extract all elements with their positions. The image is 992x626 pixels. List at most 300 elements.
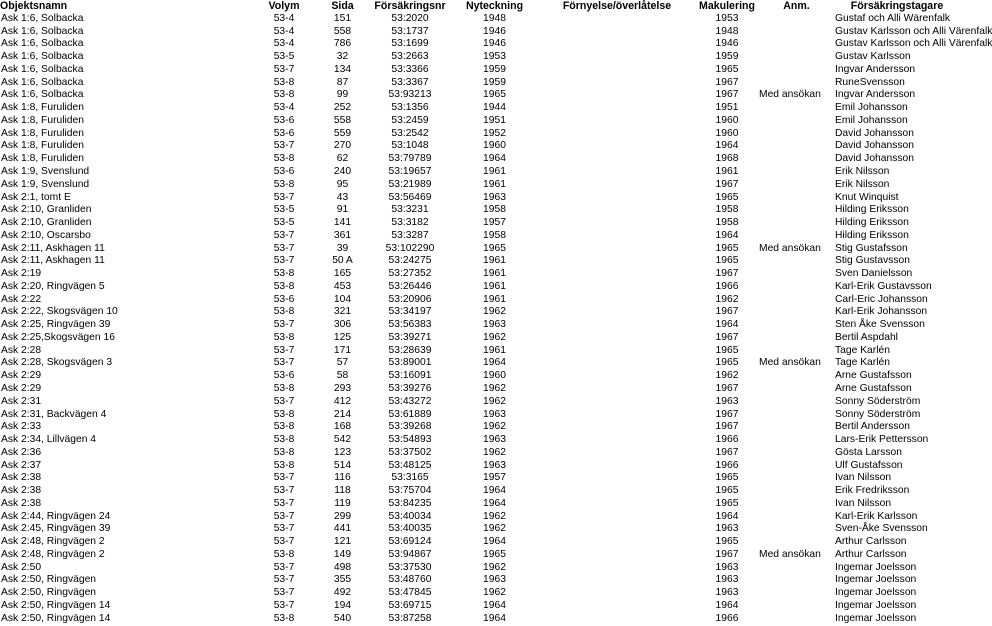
cell-nyteckning: 1962 [483,587,506,599]
cell-objektsnamn: Ask 2:38 [1,485,42,497]
cell-sida: 58 [336,370,349,382]
table-row [0,587,960,600]
cell-anm [759,13,834,26]
cell-forsakringstagare: Sven Danielsson [835,268,913,280]
cell-nyteckning: 1962 [483,331,506,343]
table-row [0,600,960,613]
cell-sida: 121 [333,536,352,548]
cell-anm [759,485,834,498]
cell-forsakringsnr: 53:2020 [391,12,429,24]
cell-forsakringsnr: 53:47845 [388,587,432,599]
table-row [0,319,960,332]
cell-makulering: 1965 [715,344,739,356]
cell-forsakringstagare: Arne Gustafsson [835,383,912,394]
cell-makulering: 1953 [715,12,739,24]
cell-objektsnamn: Ask 2:10, Granliden [1,217,92,229]
cell-makulering: 1951 [715,102,739,114]
cell-sida: 95 [336,178,349,190]
cell-makulering: 1967 [715,306,739,318]
cell-volym: 53-7 [273,600,295,612]
cell-anm [759,562,834,575]
cell-forsakringstagare: Tage Karlén [835,357,890,369]
cell-sida: 558 [333,25,352,37]
cell-anm [759,115,834,128]
cell-sida: 492 [333,587,352,599]
cell-forsakringstagare: Erik Fredriksson [835,485,910,497]
cell-nyteckning: 1959 [483,76,506,88]
cell-sida: 104 [333,293,352,305]
cell-objektsnamn: Ask 2:11, Askhagen 11 [1,242,105,254]
cell-forsakringsnr: 53:27352 [388,268,432,280]
cell-objektsnamn: Ask 2:38 [1,472,42,484]
cell-sida: 240 [333,165,352,177]
cell-forsakringsnr: 53:24275 [388,255,432,267]
cell-forsakringstagare: Sten Åke Svensson [835,319,925,331]
cell-forsakringstagare: David Johansson [835,153,914,165]
cell-fornyelse [539,217,695,230]
cell-forsakringstagare: Gustav Karlsson och Alli Värenfalk [835,25,992,37]
cell-anm [759,472,834,485]
cell-nyteckning: 1961 [483,293,506,305]
cell-nyteckning: 1962 [483,395,506,407]
cell-nyteckning: 1963 [483,191,506,203]
cell-makulering: 1965 [715,191,739,203]
table-row [0,306,960,319]
cell-anm [759,383,834,396]
cell-sida: 134 [333,63,352,75]
cell-volym: 53-7 [273,587,295,599]
cell-fornyelse [539,587,695,600]
cell-objektsnamn: Ask 1:8, Furuliden [1,140,84,152]
cell-objektsnamn: Ask 2:19 [1,268,42,280]
cell-forsakringsnr: 53:3165 [391,472,429,484]
cell-forsakringstagare: Karl-Erik Gustavsson [835,280,932,292]
table-row [0,243,960,256]
cell-nyteckning: 1944 [483,102,506,114]
cell-makulering: 1964 [715,319,739,331]
cell-objektsnamn: Ask 2:50, Ringvägen 14 [1,612,111,624]
cell-makulering: 1967 [715,89,739,101]
table-row [0,447,960,460]
cell-forsakringstagare: Gustav Karlsson [835,51,911,63]
cell-objektsnamn: Ask 1:8, Furuliden [1,114,84,126]
cell-sida: 361 [333,229,352,241]
cell-volym: 53-6 [273,114,295,126]
cell-anm [759,192,834,205]
cell-anm [759,179,834,192]
cell-fornyelse [539,51,695,64]
cell-fornyelse [539,26,695,39]
cell-objektsnamn: Ask 1:6, Solbacka [1,89,84,101]
column-header-volym: Volym [268,0,300,13]
cell-makulering: 1958 [715,217,739,229]
cell-objektsnamn: Ask 1:6, Solbacka [1,25,84,37]
cell-sida: 87 [336,76,349,88]
cell-volym: 53-4 [273,38,295,50]
cell-makulering: 1967 [715,408,739,420]
cell-nyteckning: 1963 [483,574,506,586]
cell-makulering: 1963 [715,574,739,586]
cell-makulering: 1965 [715,485,739,497]
cell-makulering: 1958 [715,204,739,216]
cell-forsakringsnr: 53:1737 [391,25,429,37]
cell-volym: 53-8 [273,268,295,280]
cell-makulering: 1967 [715,446,739,458]
cell-nyteckning: 1946 [483,25,506,37]
table-row [0,549,960,562]
cell-anm [759,102,834,115]
cell-forsakringstagare: Arthur Carlsson [835,548,907,560]
cell-forsakringsnr: 53:3231 [391,204,429,216]
cell-nyteckning: 1962 [483,421,506,433]
cell-forsakringsnr: 53:16091 [388,370,432,382]
cell-forsakringstagare: Knut Winquist [835,191,899,203]
cell-forsakringsnr: 53:34197 [388,306,432,318]
table-row [0,370,960,383]
cell-fornyelse [539,179,695,192]
cell-anm [759,523,834,536]
cell-fornyelse [539,13,695,26]
cell-forsakringstagare: Hilding Eriksson [835,204,909,216]
cell-volym: 53-8 [273,178,295,190]
cell-volym: 53-7 [273,536,295,548]
table-row [0,153,960,166]
cell-forsakringstagare: Gustav Karlsson och Alli Värenfalk [835,38,992,50]
cell-volym: 53-7 [273,510,295,522]
cell-forsakringsnr: 53:84235 [388,497,432,509]
cell-anm [759,434,834,447]
cell-volym: 53-5 [273,204,295,216]
cell-fornyelse [539,345,695,358]
cell-makulering: 1965 [715,63,739,75]
cell-anm [759,268,834,281]
table-row [0,332,960,345]
cell-sida: 141 [333,217,352,229]
cell-fornyelse [539,460,695,473]
cell-sida: 119 [334,497,351,509]
cell-sida: 125 [333,331,352,343]
cell-forsakringsnr: 53:61889 [388,408,432,420]
cell-anm [759,306,834,319]
cell-anm [759,574,834,587]
cell-sida: 214 [333,408,352,420]
cell-makulering: 1967 [715,268,739,280]
cell-sida: 57 [336,357,349,369]
cell-anm [759,255,834,268]
cell-forsakringstagare: Lars-Erik Pettersson [835,434,929,446]
table-row [0,268,960,281]
cell-nyteckning: 1964 [483,497,506,509]
table-row [0,536,960,549]
cell-forsakringsnr: 53:21989 [388,178,432,190]
cell-fornyelse [539,166,695,179]
cell-volym: 53-7 [273,140,295,152]
cell-nyteckning: 1963 [483,434,506,446]
cell-volym: 53-8 [273,76,295,88]
cell-anm [759,294,834,307]
cell-anm [759,345,834,358]
cell-fornyelse [539,38,695,51]
cell-forsakringstagare: Karl-Erik Karlsson [835,510,918,522]
cell-anm [759,409,834,422]
cell-fornyelse [539,574,695,587]
cell-forsakringsnr: 53:39271 [388,331,432,343]
table-row [0,294,960,307]
cell-volym: 53-7 [273,561,295,573]
cell-fornyelse [539,306,695,319]
cell-anm [759,281,834,294]
cell-volym: 53-8 [273,446,295,458]
cell-makulering: 1946 [715,38,739,50]
cell-makulering: 1967 [715,331,739,343]
table-row [0,498,960,511]
cell-anm [759,26,834,39]
cell-sida: 321 [333,306,352,318]
cell-makulering: 1964 [715,510,739,522]
cell-objektsnamn: Ask 2:28 [1,344,42,356]
cell-sida: 252 [333,102,352,114]
cell-makulering: 1963 [715,523,739,535]
table-row [0,217,960,230]
cell-objektsnamn: Ask 1:6, Solbacka [1,76,84,88]
cell-sida: 50 A [332,255,353,267]
cell-forsakringsnr: 53:40034 [388,510,432,522]
cell-makulering: 1961 [715,165,739,177]
cell-anm: Med ansökan [759,242,821,254]
cell-volym: 53-6 [273,370,295,382]
column-header-anm: Anm. [783,0,810,13]
cell-volym: 53-8 [273,408,295,420]
cell-objektsnamn: Ask 1:8, Furuliden [1,127,84,139]
column-header-objektsnamn: Objektsnamn [0,0,68,13]
cell-forsakringsnr: 53:3366 [391,63,429,75]
cell-volym: 53-7 [273,63,295,75]
cell-sida: 91 [336,204,349,216]
cell-forsakringstagare: David Johansson [835,140,914,152]
cell-makulering: 1967 [715,421,739,433]
cell-sida: 453 [333,280,352,292]
cell-fornyelse [539,192,695,205]
cell-fornyelse [539,549,695,562]
cell-forsakringstagare: Ingemar Joelsson [835,587,917,599]
cell-volym: 53-7 [273,344,295,356]
cell-nyteckning: 1961 [483,280,506,292]
cell-objektsnamn: Ask 1:9, Svenslund [1,165,90,177]
cell-forsakringsnr: 53:40035 [388,523,432,535]
cell-forsakringsnr: 53:2663 [391,51,429,63]
cell-forsakringstagare: Ingemar Joelsson [835,574,917,586]
cell-nyteckning: 1962 [483,383,506,394]
cell-sida: 116 [334,472,351,484]
cell-forsakringstagare: Gustaf och Alli Wärenfalk [835,12,951,24]
cell-sida: 514 [333,459,352,471]
column-header-sida: Sida [331,0,354,13]
cell-nyteckning: 1951 [483,114,506,126]
cell-nyteckning: 1962 [483,446,506,458]
cell-objektsnamn: Ask 2:45, Ringvägen 39 [1,523,111,535]
cell-sida: 43 [336,191,349,203]
table-row [0,421,960,434]
cell-fornyelse [539,447,695,460]
cell-forsakringsnr: 53:48125 [388,459,432,471]
cell-objektsnamn: Ask 1:9, Svenslund [1,178,90,190]
header-row [0,0,960,13]
cell-sida: 299 [333,510,352,522]
cell-nyteckning: 1952 [483,127,506,139]
cell-volym: 53-8 [273,434,295,446]
cell-sida: 306 [333,319,352,331]
cell-fornyelse [539,511,695,524]
table-row [0,179,960,192]
table-row [0,613,960,626]
cell-volym: 53-8 [273,612,295,624]
cell-fornyelse [539,523,695,536]
cell-fornyelse [539,77,695,90]
cell-sida: 149 [333,548,352,560]
cell-anm: Med ansökan [759,548,821,560]
table-row [0,115,960,128]
cell-makulering: 1964 [715,140,739,152]
cell-forsakringstagare: Hilding Eriksson [835,229,909,241]
cell-objektsnamn: Ask 1:6, Solbacka [1,63,84,75]
cell-nyteckning: 1961 [483,165,506,177]
cell-sida: 168 [333,421,352,433]
cell-objektsnamn: Ask 2:20, Ringvägen 5 [1,280,105,292]
cell-fornyelse [539,153,695,166]
cell-nyteckning: 1962 [483,510,506,522]
cell-fornyelse [539,140,695,153]
cell-forsakringstagare: Emil Johansson [835,102,908,114]
cell-volym: 53-7 [273,229,295,241]
cell-anm [759,447,834,460]
cell-nyteckning: 1961 [483,344,506,356]
cell-nyteckning: 1965 [483,89,506,101]
cell-nyteckning: 1953 [483,51,506,63]
cell-makulering: 1965 [715,242,739,254]
cell-forsakringsnr: 53:48760 [388,574,432,586]
cell-forsakringsnr: 53:56383 [388,319,432,331]
cell-volym: 53-6 [273,293,295,305]
cell-objektsnamn: Ask 2:44, Ringvägen 24 [1,510,111,522]
cell-sida: 171 [333,344,352,356]
cell-anm [759,77,834,90]
cell-anm [759,64,834,77]
cell-makulering: 1966 [715,459,739,471]
cell-volym: 53-7 [273,485,295,497]
cell-forsakringsnr: 53:93213 [388,89,432,101]
cell-forsakringsnr: 53:39276 [388,383,432,394]
cell-forsakringstagare: Ivan Nilsson [835,472,892,484]
cell-nyteckning: 1963 [483,459,506,471]
cell-fornyelse [539,332,695,345]
cell-fornyelse [539,536,695,549]
cell-volym: 53-8 [273,89,295,101]
table-row [0,383,960,396]
cell-objektsnamn: Ask 2:29 [1,370,42,382]
cell-forsakringsnr: 53:37530 [388,561,432,573]
cell-fornyelse [539,383,695,396]
table-row [0,38,960,51]
cell-forsakringstagare: Stig Gustafsson [835,242,908,254]
cell-forsakringstagare: Stig Gustavsson [835,255,910,267]
cell-nyteckning: 1960 [483,370,506,382]
cell-makulering: 1964 [715,600,739,612]
cell-objektsnamn: Ask 2:50 [1,561,42,573]
table-row [0,511,960,524]
cell-objektsnamn: Ask 2:48, Ringvägen 2 [1,536,105,548]
cell-sida: 118 [334,485,351,497]
cell-nyteckning: 1957 [483,217,506,229]
cell-nyteckning: 1961 [483,268,506,280]
table-row [0,281,960,294]
cell-volym: 53-7 [273,191,295,203]
cell-forsakringsnr: 53:26446 [388,280,432,292]
cell-forsakringstagare: Erik Nilsson [835,178,890,190]
cell-makulering: 1963 [715,587,739,599]
cell-volym: 53-8 [273,153,295,165]
cell-sida: 498 [333,561,352,573]
cell-fornyelse [539,102,695,115]
cell-nyteckning: 1946 [483,38,506,50]
cell-objektsnamn: Ask 2:50, Ringvägen [1,574,97,586]
cell-fornyelse [539,434,695,447]
cell-forsakringsnr: 53:75704 [388,485,432,497]
cell-forsakringsnr: 53:1048 [391,140,429,152]
cell-anm [759,600,834,613]
cell-objektsnamn: Ask 2:38 [1,497,42,509]
cell-nyteckning: 1958 [483,229,506,241]
cell-nyteckning: 1964 [483,485,506,497]
table-row [0,460,960,473]
cell-anm [759,370,834,383]
cell-volym: 53-7 [273,395,295,407]
cell-objektsnamn: Ask 2:1, tomt E [1,191,71,203]
cell-forsakringstagare: Carl-Eric Johansson [835,293,928,305]
cell-nyteckning: 1960 [483,140,506,152]
cell-forsakringstagare: Erik Nilsson [835,165,890,177]
cell-forsakringsnr: 53:102290 [385,242,435,254]
column-header-forsakringstagare: Försäkringstagare [850,0,944,13]
cell-makulering: 1967 [715,383,739,394]
cell-anm [759,460,834,473]
cell-forsakringstagare: David Johansson [835,127,914,139]
table-row [0,357,960,370]
cell-sida: 786 [333,38,352,50]
cell-sida: 412 [333,395,352,407]
cell-makulering: 1960 [715,127,739,139]
table-row [0,102,960,115]
table-row [0,523,960,536]
cell-objektsnamn: Ask 2:11, Askhagen 11 [1,255,105,267]
cell-nyteckning: 1964 [483,357,506,369]
cell-anm: Med ansökan [759,357,821,369]
cell-sida: 123 [333,446,352,458]
table-row [0,89,960,102]
cell-anm [759,217,834,230]
cell-volym: 53-8 [273,331,295,343]
cell-fornyelse [539,268,695,281]
cell-anm [759,511,834,524]
cell-fornyelse [539,204,695,217]
cell-forsakringsnr: 53:20906 [388,293,432,305]
cell-objektsnamn: Ask 2:10, Granliden [1,204,92,216]
cell-nyteckning: 1959 [483,63,506,75]
cell-objektsnamn: Ask 2:34, Lillvägen 4 [1,434,97,446]
cell-volym: 53-7 [273,242,295,254]
table-row [0,574,960,587]
cell-volym: 53-4 [273,102,295,114]
cell-sida: 32 [336,51,349,63]
